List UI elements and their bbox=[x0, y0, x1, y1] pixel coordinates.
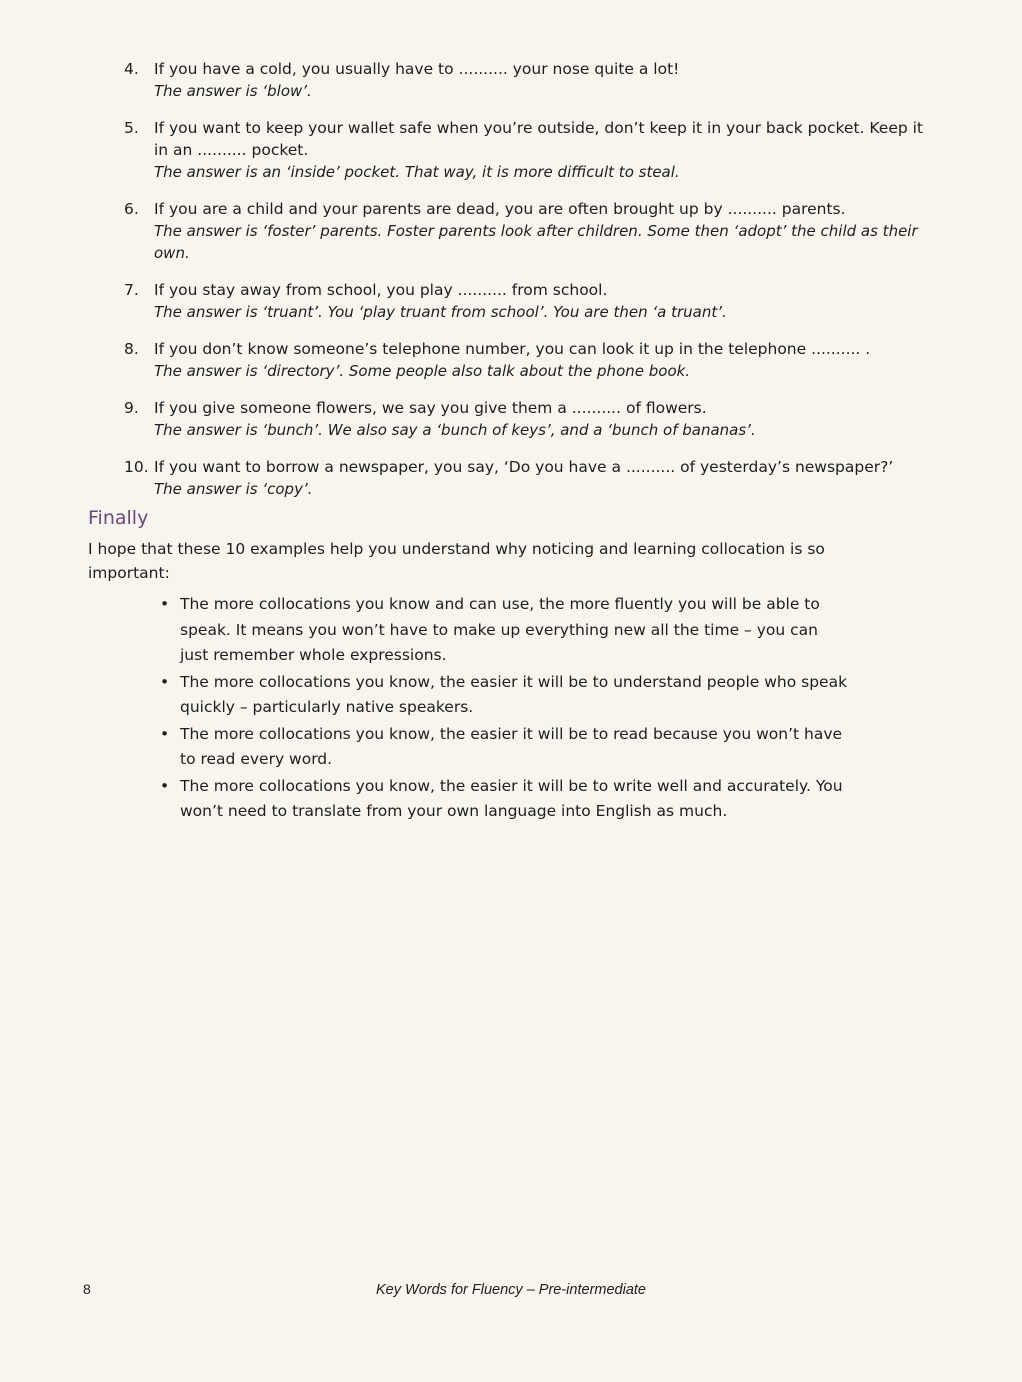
question-item bbox=[124, 279, 924, 323]
question-number: 7. bbox=[124, 281, 139, 299]
bullet-icon: • bbox=[160, 724, 170, 743]
question-item bbox=[124, 456, 924, 500]
question-item bbox=[124, 338, 924, 382]
book-title: Key Words for Fluency – Pre-intermediate bbox=[376, 1282, 646, 1298]
section-intro: I hope that these 10 examples help you understand why noticing and learning collocation is so important: bbox=[88, 540, 825, 582]
question-text: If you want to borrow a newspaper, you say, ‘Do you have a .......... of yesterday’s newspaper?’ bbox=[154, 458, 894, 476]
bullet-text: The more collocations you know, the easier it will be to understand people who speak quickly – particularly native speakers. bbox=[180, 672, 848, 716]
bullet-item bbox=[160, 670, 850, 721]
section-heading: Finally bbox=[88, 507, 149, 529]
bullet-item bbox=[160, 592, 850, 669]
bullet-text: The more collocations you know and can use, the more fluently you will be able to speak. It means you won’t have to make up everything new all the time – you can just remember whole expressions. bbox=[180, 595, 820, 664]
question-text: If you give someone flowers, we say you give them a .......... of flowers. bbox=[154, 399, 707, 417]
bullet-item bbox=[160, 722, 850, 773]
bullet-text: The more collocations you know, the easier it will be to write well and accurately. You won’t need to translate from your own language into English as much. bbox=[180, 776, 843, 820]
question-text: If you don’t know someone’s telephone number, you can look it up in the telephone .......... . bbox=[154, 340, 871, 358]
question-answer: The answer is ‘truant’. You ‘play truant from school’. You are then ‘a truant’. bbox=[154, 303, 727, 321]
question-answer: The answer is an ‘inside’ pocket. That way, it is more difficult to steal. bbox=[154, 163, 680, 181]
bullet-icon: • bbox=[160, 672, 170, 691]
question-answer: The answer is ‘bunch’. We also say a ‘bunch of keys’, and a ‘bunch of bananas’. bbox=[154, 421, 756, 439]
bullet-list bbox=[160, 592, 850, 826]
question-item bbox=[124, 58, 924, 102]
question-item bbox=[124, 117, 924, 183]
question-answer: The answer is ‘directory’. Some people also talk about the phone book. bbox=[154, 362, 691, 380]
question-answer: The answer is ‘copy’. bbox=[154, 480, 313, 498]
question-number: 4. bbox=[124, 60, 139, 78]
question-list bbox=[124, 58, 924, 515]
question-text: If you are a child and your parents are dead, you are often brought up by .......... parents. bbox=[154, 200, 846, 218]
question-number: 6. bbox=[124, 200, 139, 218]
question-answer: The answer is ‘blow’. bbox=[154, 82, 312, 100]
bullet-text: The more collocations you know, the easier it will be to read because you won’t have to read every word. bbox=[180, 724, 843, 768]
bullet-item bbox=[160, 774, 850, 825]
question-text: If you have a cold, you usually have to .......... your nose quite a lot! bbox=[154, 60, 680, 78]
question-number: 10. bbox=[124, 458, 149, 476]
bullet-icon: • bbox=[160, 776, 170, 795]
page-number: 8 bbox=[83, 1281, 91, 1297]
question-number: 8. bbox=[124, 340, 139, 358]
question-item bbox=[124, 397, 924, 441]
question-number: 9. bbox=[124, 399, 139, 417]
question-answer: The answer is ‘foster’ parents. Foster parents look after children. Some then ‘adopt’ the child as their own. bbox=[154, 222, 918, 262]
question-number: 5. bbox=[124, 119, 139, 137]
question-text: If you stay away from school, you play .......... from school. bbox=[154, 281, 608, 299]
bullet-icon: • bbox=[160, 595, 170, 613]
question-text: If you want to keep your wallet safe when you’re outside, don’t keep it in your back pocket. Keep it in an .......... pocket. bbox=[154, 119, 923, 159]
question-item bbox=[124, 198, 924, 264]
